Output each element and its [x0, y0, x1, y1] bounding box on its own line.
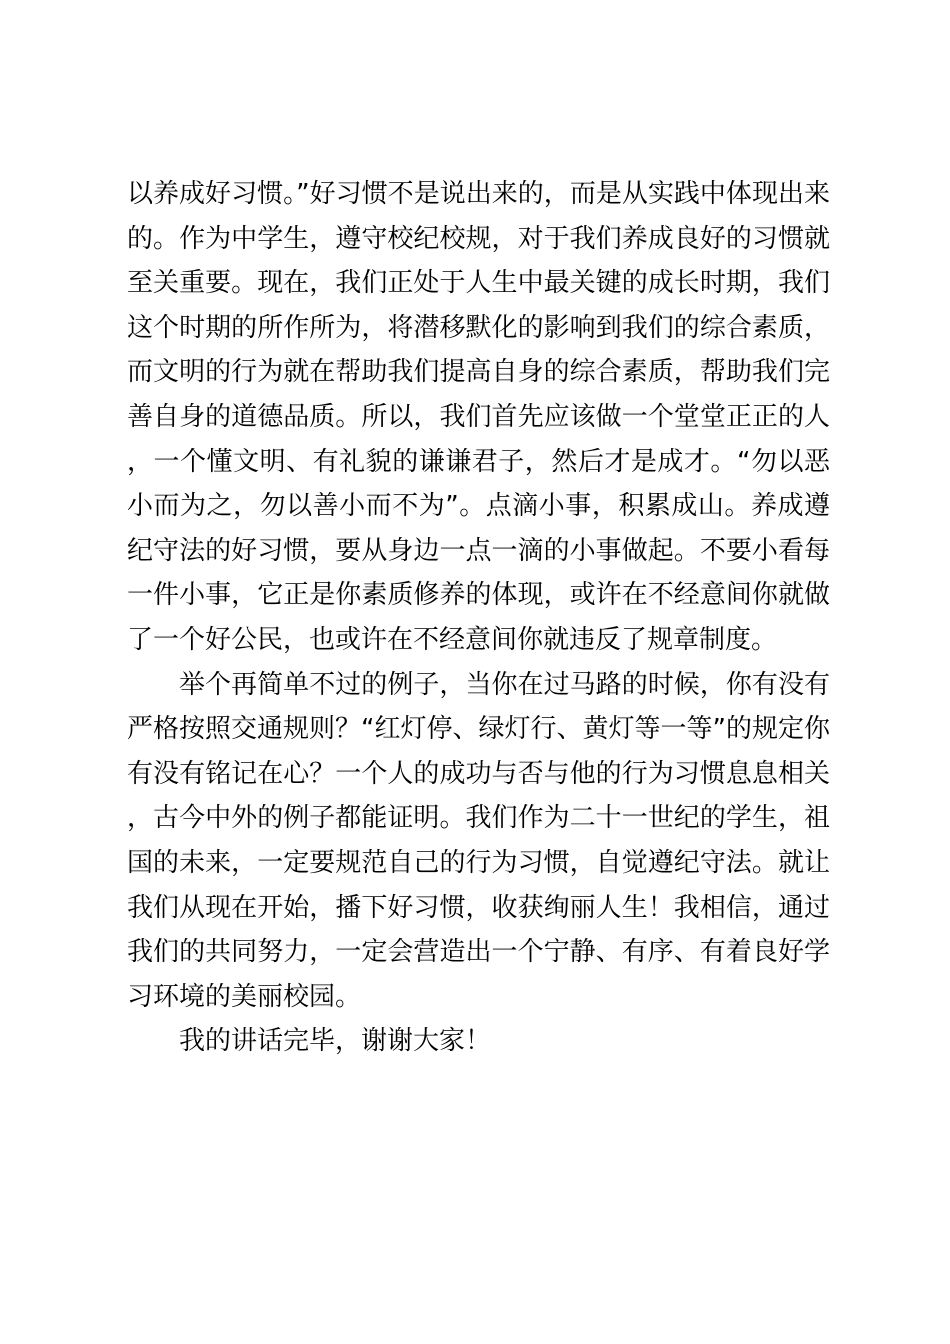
paragraph-good-habits: 以养成好习惯。”好习惯不是说出来的，而是从实践中体现出来的。作为中学生，遵守校纪校规，对于我们养成良好的习惯就至关重要。现在，我们正处于人生中最关键的成长时期，我们这个时期的所作所为，将潜移默化的影响到我们的综合素质，而文明的行为就在帮助我们提高自身的综合素质，帮助我们完善自身的道德品质。所以，我们首先应该做一个堂堂正正的人，一个懂文明、有礼貌的谦谦君子，然后才是成才。“勿以恶小而为之，勿以善小而不为”。点滴小事，积累成山。养成遵纪守法的好习惯，要从身边一点一滴的小事做起。不要小看每一件小事，它正是你素质修养的体现，或许在不经意间你就做了一个好公民，也或许在不经意间你就违反了规章制度。	[127, 179, 830, 655]
paragraph-traffic-example: 举个再简单不过的例子，当你在过马路的时候，你有没有严格按照交通规则？“红灯停、绿灯行、黄灯等一等”的规定你有没有铭记在心？一个人的成功与否与他的行为习惯息息相关，古今中外的例子都能证明。我们作为二十一世纪的学生，祖国的未来，一定要规范自己的行为习惯，自觉遵纪守法。就让我们从现在开始，播下好习惯，收获绚丽人生！我相信，通过我们的共同努力，一定会营造出一个宁静、有序、有着良好学习环境的美丽校园。	[127, 669, 830, 1012]
speech-body	[127, 172, 830, 1064]
paragraph-closing: 我的讲话完毕，谢谢大家！	[179, 1026, 492, 1057]
